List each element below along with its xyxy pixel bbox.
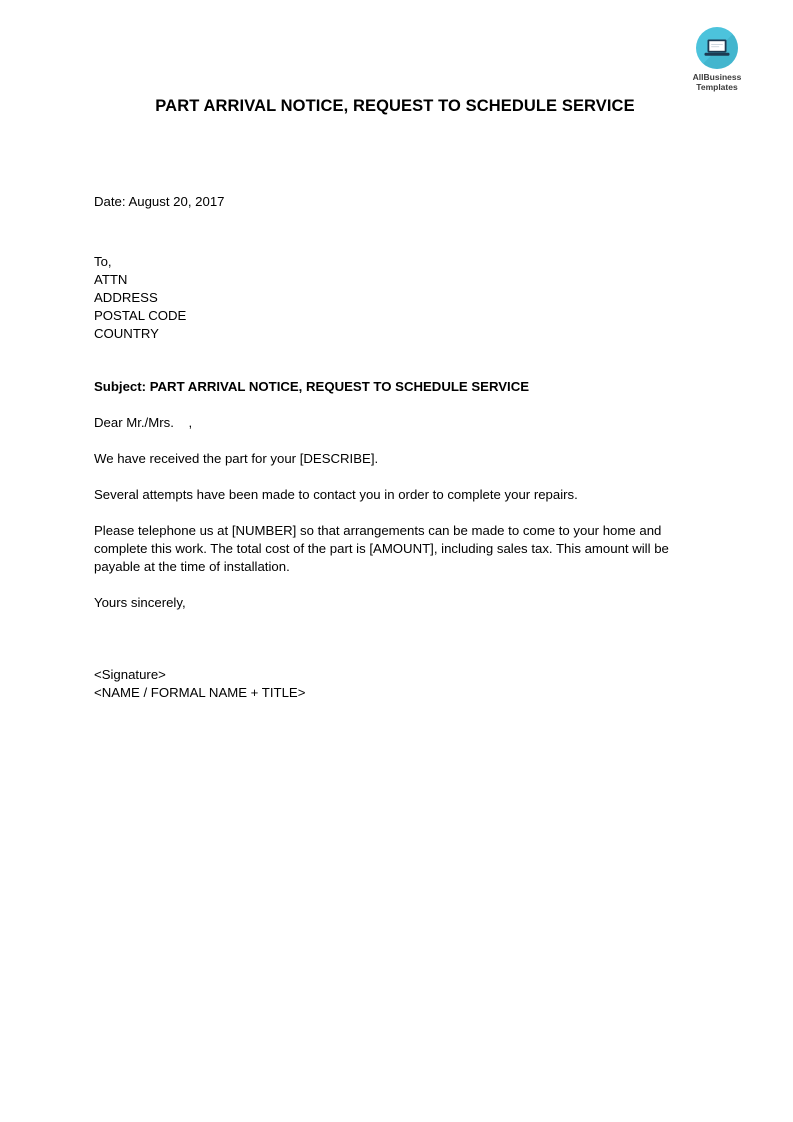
address-postal-code: POSTAL CODE: [94, 308, 187, 323]
address-attn: ATTN: [94, 272, 128, 287]
body-paragraph-3: Please telephone us at [NUMBER] so that arrangements can be made to come to your home and complete this work. The total cost of the part is [AMOUNT], including sales tax. This amount will be payable at the time of installation.: [94, 523, 669, 574]
brand-name: [683, 72, 751, 92]
spacer: [94, 468, 694, 486]
spacer: [94, 211, 694, 253]
spacer: [94, 396, 694, 414]
subject-label: Subject:: [94, 379, 147, 394]
closing: Yours sincerely,: [94, 595, 186, 610]
recipient-address-block: [94, 253, 694, 343]
spacer: [94, 576, 694, 594]
spacer: [94, 504, 694, 522]
brand-name-line1: AllBusiness: [692, 72, 742, 82]
name-title-placeholder: <NAME / FORMAL NAME + TITLE>: [94, 685, 306, 700]
spacer: [94, 432, 694, 450]
laptop-icon: [696, 27, 738, 69]
address-to: To,: [94, 254, 112, 269]
body-paragraph-1: We have received the part for your [DESCRIBE].: [94, 451, 379, 466]
signature-placeholder: <Signature>: [94, 667, 166, 682]
date-line: Date: August 20, 2017: [94, 194, 225, 209]
page-title: PART ARRIVAL NOTICE, REQUEST TO SCHEDULE SERVICE: [155, 97, 635, 115]
letter-body: [94, 193, 694, 702]
subject-line: [94, 378, 694, 396]
signature-space: [94, 612, 694, 666]
address-country: COUNTRY: [94, 326, 159, 341]
brand-name-line2: Templates: [696, 82, 738, 92]
brand-logo: [683, 27, 751, 92]
body-paragraph-2: Several attempts have been made to contact you in order to complete your repairs.: [94, 487, 578, 502]
subject-text: PART ARRIVAL NOTICE, REQUEST TO SCHEDULE SERVICE: [149, 379, 530, 394]
address-street: ADDRESS: [94, 290, 158, 305]
salutation: Dear Mr./Mrs. ,: [94, 415, 193, 430]
spacer: [94, 343, 694, 378]
